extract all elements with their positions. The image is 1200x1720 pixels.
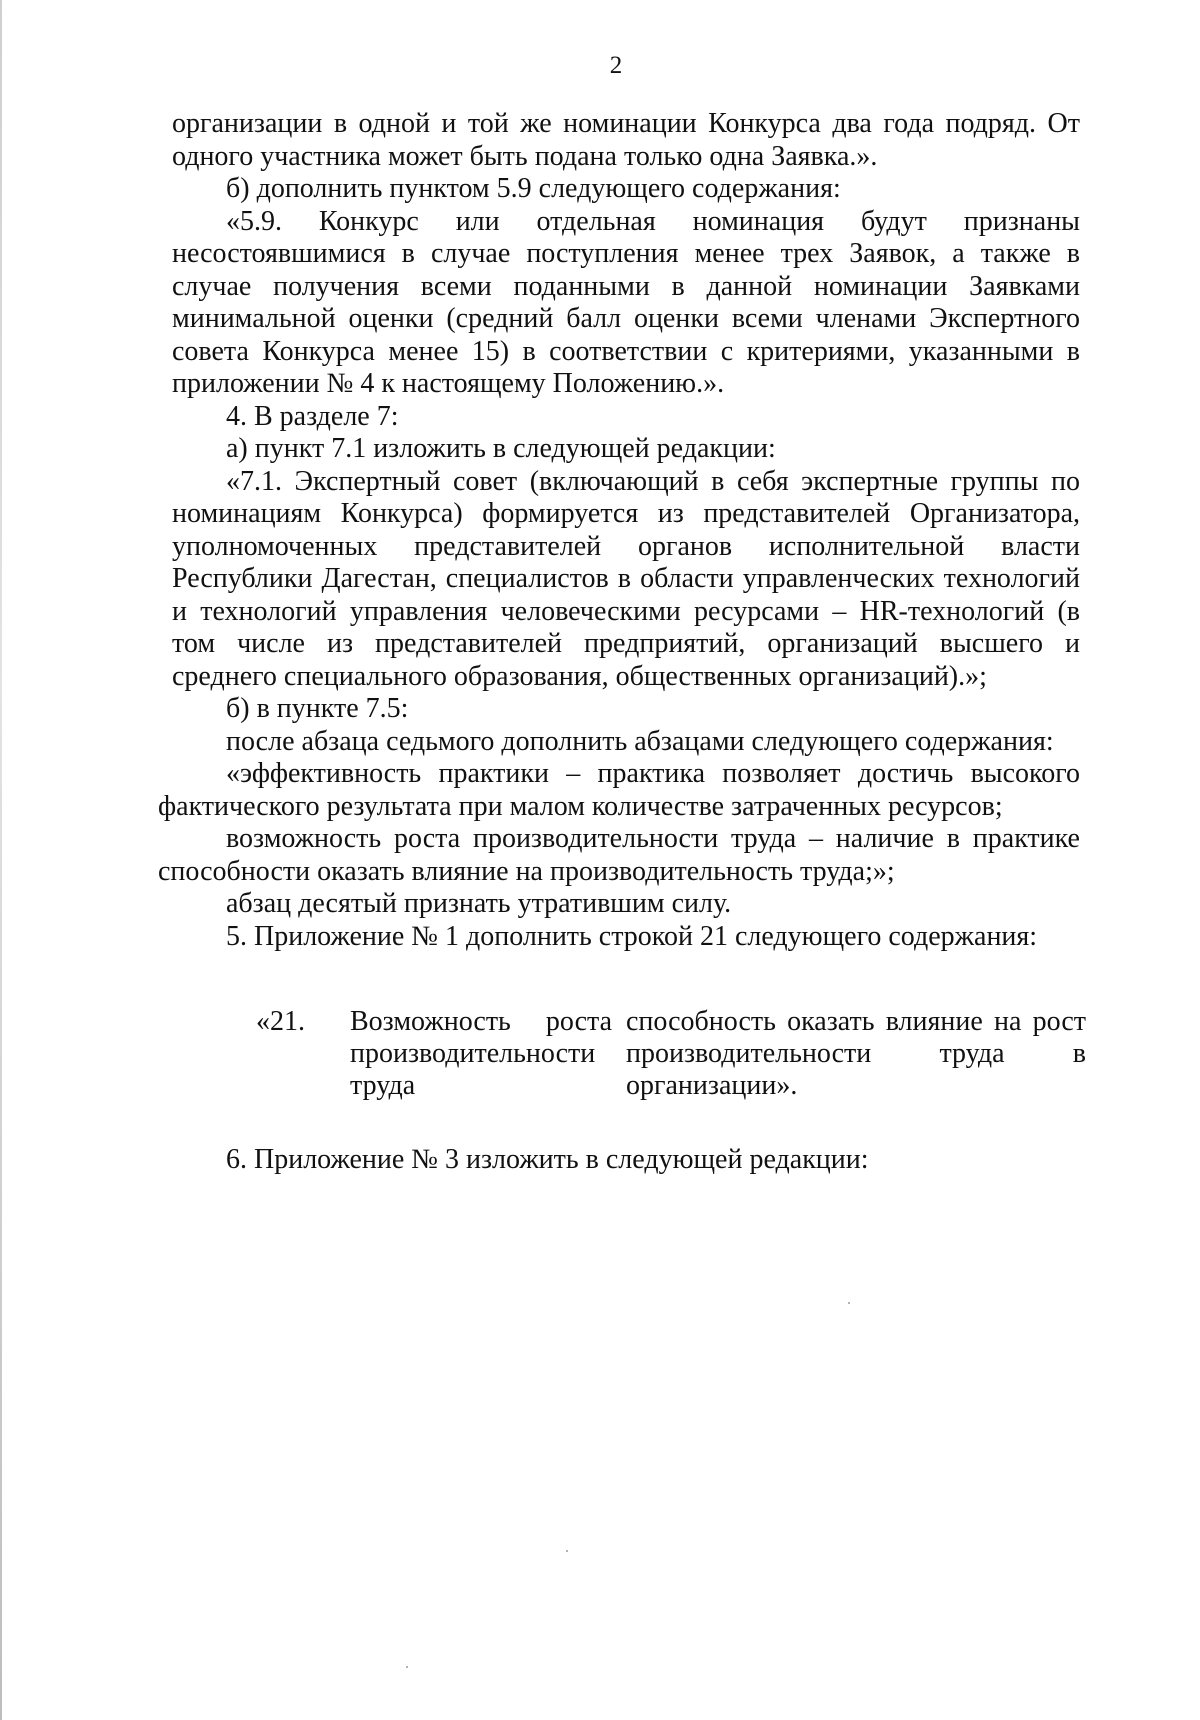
paragraph-item-a-7-1: а) пункт 7.1 изложить в следующей редакции: [226,433,776,464]
paragraph-clause-5-9: «5.9. Конкурс или отдельная номинация будут признаны несостоявшимися в случае поступления менее трех Заявок, а также в случае получения всеми поданными в данной номинации Заявками минимальной оценки (средний балл оценки всеми членами Экспертного совета Конкурса менее 15) в соответствии с критериями, указанными в приложении № 4 к настоящему Положению.». [172,205,1080,399]
page-number: 2 [609,52,623,79]
paragraph-tenth-void: абзац десятый признать утратившим силу. [226,888,732,919]
paragraph-item-b-5-9: б) дополнить пунктом 5.9 следующего содержания: [226,173,841,204]
scan-speck [566,1550,568,1552]
row-number: «21. [256,1006,305,1037]
scan-edge-line [0,0,2,1720]
description-line: способность оказать влияние на рост [626,1006,1086,1037]
appendix-row-21 [256,1006,1086,1102]
paragraph-item-b-7-5: б) в пункте 7.5: [226,693,409,724]
paragraph-productivity: возможность роста производительности труда – наличие в практике способности оказать влияние на производительность труда;»; [158,823,1080,887]
scan-speck [848,1302,850,1304]
scan-speck [406,1666,408,1668]
paragraph-continuation: организации в одной и той же номинации Конкурса два года подряд. От одного участника может быть подана только одна Заявка.». [172,108,1080,172]
paragraph-appendix-1: 5. Приложение № 1 дополнить строкой 21 следующего содержания: [226,920,1038,952]
description-line: организации». [626,1070,798,1101]
body-text [158,108,1080,953]
paragraph-appendix-3: 6. Приложение № 3 изложить в следующей редакции: [226,1144,869,1175]
row-criterion-description [626,1006,1086,1102]
paragraph-section-7: 4. В разделе 7: [226,400,399,432]
description-line: производительности труда в [626,1038,1086,1069]
paragraph-after-seventh: после абзаца седьмого дополнить абзацами следующего содержания: [226,725,1054,757]
paragraph-clause-7-1: «7.1. Экспертный совет (включающий в себя экспертные группы по номинациям Конкурса) формируется из представителей Организатора, уполномоченных представителей органов исполнительной власти Республики Дагестан, специалистов в области управленческих технологий и технологий управления человеческими ресурсами – HR-технологий (в том числе из представителей предприятий, организаций высшего и среднего специального образования, общественных организаций).»; [172,465,1080,692]
paragraph-efficiency: «эффективность практики – практика позволяет достичь высокого фактического результата при малом количестве затраченных ресурсов; [158,758,1080,822]
row-criterion-name: Возможность роста производительности труда [350,1006,612,1101]
